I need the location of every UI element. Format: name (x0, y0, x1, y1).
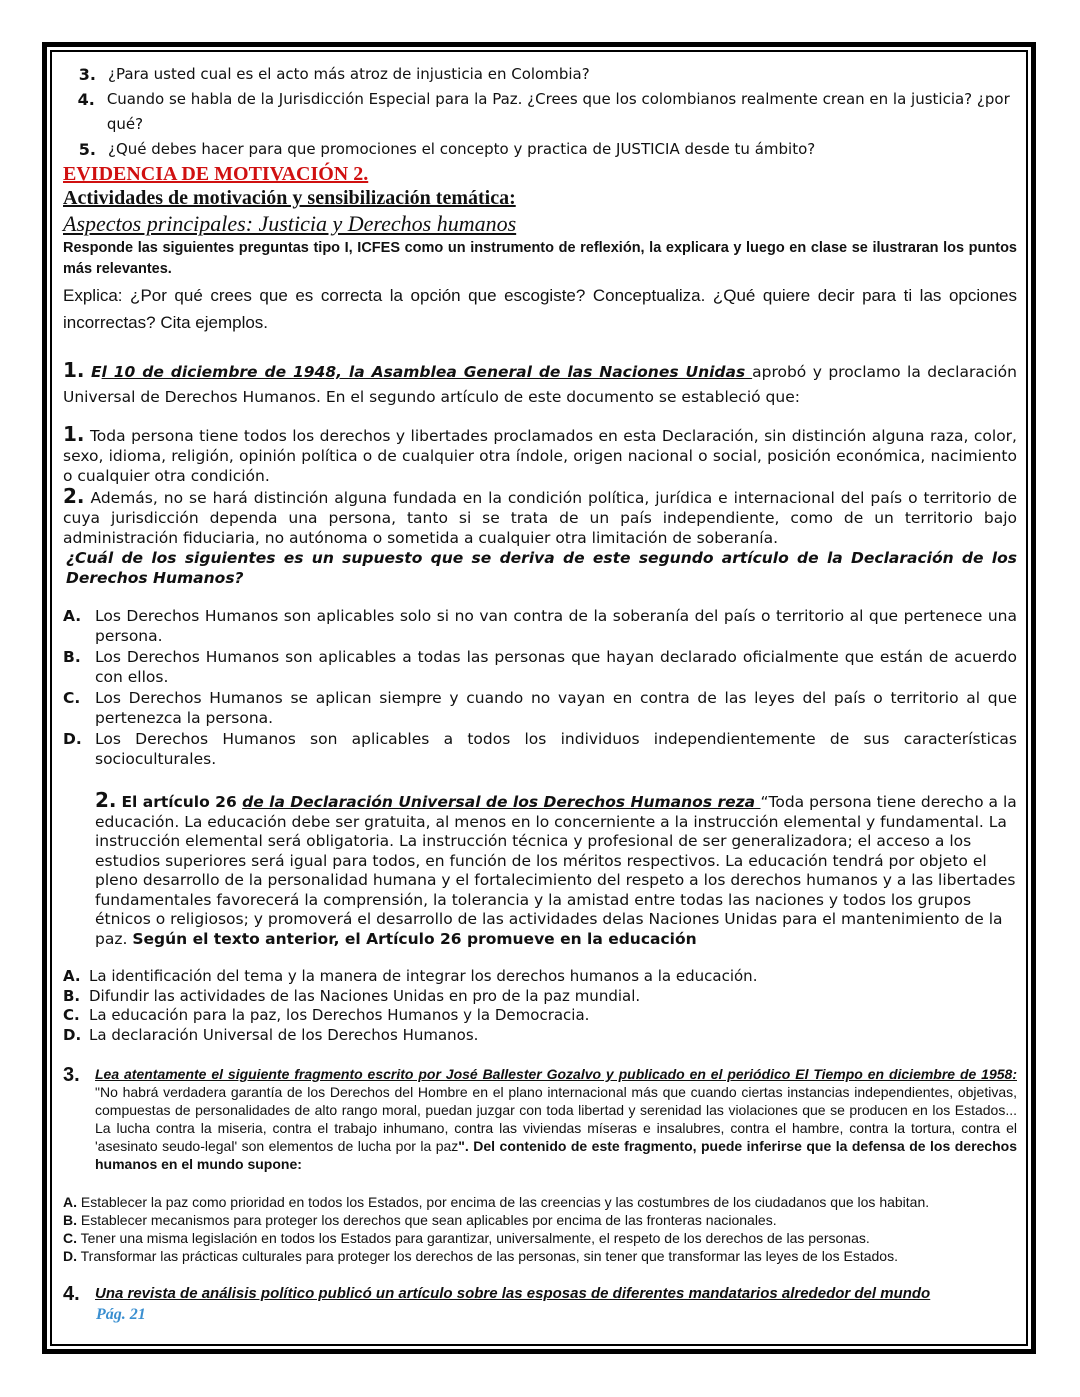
question-3: 3. Lea atentamente el siguiente fragmento escrito por José Ballester Gozalvo y publicado en el periódico El Tiempo en diciembre de 1958: "No habrá verdadera garantía de los Derechos del Hombre en el plano internacional más que cuando ciertas instancias independientes, objetivas, compuestas de personalidades de alto rango moral, puedan juzgar con toda libertad y serenidad las violaciones que se producen en los Estados... La lucha contra la miseria, contra el trabajo inhumano, contra las viviendas míseras e insalubres, contra el hambre, contra la tortura, contra el 'asesinato seudo-legal' son elementos de lucha por la paz". Del contenido de este fragmento, puede inferirse que la defensa de los derechos humanos en el mundo supone: (63, 1064, 1017, 1172)
option-a[interactable]: A. La identificación del tema y la manera de integrar los derechos humanos a la educación. (63, 967, 758, 985)
top-questions (63, 62, 1017, 162)
list-item: 3. ¿Para usted cual es el acto más atroz de injusticia en Colombia? (78, 65, 590, 84)
page-content (63, 62, 1017, 1305)
question-1-options (63, 606, 1017, 769)
question-2-options (63, 967, 1017, 1045)
activities-title: Actividades de motivación y sensibilización temática: (63, 187, 516, 209)
option-d[interactable]: D. Los Derechos Humanos son aplicables a todos los individuos independientemente de sus características socioculturales. (63, 730, 1017, 768)
page-number: Pág. 21 (96, 1306, 146, 1323)
option-c[interactable]: C. Tener una misma legislación en todos los Estados para garantizar, universalmente, el respeto de los derechos de las personas. (63, 1230, 870, 1246)
list-item: 4. Cuando se habla de la Jurisdicción Especial para la Paz. ¿Crees que los colombianos realmente crean en la justicia? ¿por qué? (77, 90, 1010, 133)
aspects-title: Aspectos principales: Justicia y Derechos humanos (63, 211, 517, 236)
option-d[interactable]: D. Transformar las prácticas culturales para proteger los derechos de las personas, sin tener que transformar las leyes de los Estados. (63, 1248, 898, 1264)
option-d[interactable]: D. La declaración Universal de los Derechos Humanos. (63, 1025, 479, 1044)
option-a[interactable]: A. Los Derechos Humanos son aplicables solo si no van contra de la soberanía del país o territorio al que pertenece una persona. (63, 607, 1017, 645)
option-c[interactable]: C. La educación para la paz, los Derechos Humanos y la Democracia. (63, 1006, 590, 1024)
question-1 (63, 358, 1017, 769)
question-1-prompt: ¿Cuál de los siguientes es un supuesto que se deriva de este segundo artículo de la Declaración de los Derechos Humanos? (66, 549, 1017, 587)
question-2: 2. El artículo 26 de la Declaración Universal de los Derechos Humanos reza “Toda persona tiene derecho a la educación. La educación debe ser gratuita, al menos en lo concerniente a la instrucción elemental y fundamental. La instrucción elemental será obligatoria. La instrucción técnica y profesional de ser generalizadora; el acceso a los estudios superiores será igual para todos, en función de los méritos respectivos. La educación tendrá por objeto el pleno desarrollo de la personalidad humana y el fortalecimiento del respeto a los derechos humanos y a las libertades fundamentales favorecerá la comprensión, la tolerancia y la amistad entre todas las naciones y todos los grupos étnicos o religiosos; y promoverá el desarrollo de las actividades delas Naciones Unidas para el mantenimiento de la paz. Según el texto anterior, el Artículo 26 promueve en la educación (95, 788, 1017, 948)
evidence-title: EVIDENCIA DE MOTIVACIÓN 2. (63, 163, 369, 185)
article-point-1: 1. Toda persona tiene todos los derechos y libertades proclamados en esta Declaración, sin distinción alguna raza, color, sexo, idioma, religión, opinión política o de cualquier otra índole, origen nacional o social, posición económica, nacimiento o cualquier otra condición. (63, 422, 1017, 485)
option-a[interactable]: A. Establecer la paz como prioridad en todos los Estados, por encima de las creencias y las costumbres de los ciudadanos que los habitan. (63, 1194, 930, 1210)
option-b[interactable]: B. Establecer mecanismos para proteger los derechos que sean aplicables por encima de las fronteras nacionales. (63, 1212, 777, 1228)
question-3-options (63, 1193, 1017, 1265)
option-b[interactable]: B. Difundir las actividades de las Naciones Unidas en pro de la paz mundial. (63, 986, 641, 1005)
explica-text: Explica: ¿Por qué crees que es correcta la opción que escogiste? Conceptualiza. ¿Qué quiere decir para ti las opciones incorrectas? Cita ejemplos. (63, 286, 1017, 332)
instructions: Responde las siguientes preguntas tipo I, ICFES como un instrumento de reflexión, la explicara y luego en clase se ilustraran los puntos más relevantes. (63, 240, 1017, 277)
option-c[interactable]: C. Los Derechos Humanos se aplican siempre y cuando no vayan en contra de las leyes del país o territorio al que pertenezca la persona. (63, 689, 1017, 727)
list-item: 5. ¿Qué debes hacer para que promociones el concepto y practica de JUSTICIA desde tu ámbito? (78, 140, 816, 159)
question-4: 4. Una revista de análisis político publicó un artículo sobre las esposas de diferentes mandatarios alrededor del mundo (63, 1283, 931, 1305)
article-point-2: 2. Además, no se hará distinción alguna fundada en la condición política, jurídica e internacional del país o territorio de cuya jurisdicción dependa una persona, tanto si se trata de un país independiente, como de un territorio bajo administración fiduciaria, no autónoma o sometida a cualquier otra limitación de soberanía. (63, 484, 1017, 547)
option-b[interactable]: B. Los Derechos Humanos son aplicables a todas las personas que hayan declarado oficialmente que están de acuerdo con ellos. (63, 648, 1017, 686)
question-1-lead: 1. El 10 de diciembre de 1948, la Asamblea General de las Naciones Unidas aprobó y proclamo la declaración Universal de Derechos Humanos. En el segundo artículo de este documento se estableció que: (63, 358, 1017, 406)
